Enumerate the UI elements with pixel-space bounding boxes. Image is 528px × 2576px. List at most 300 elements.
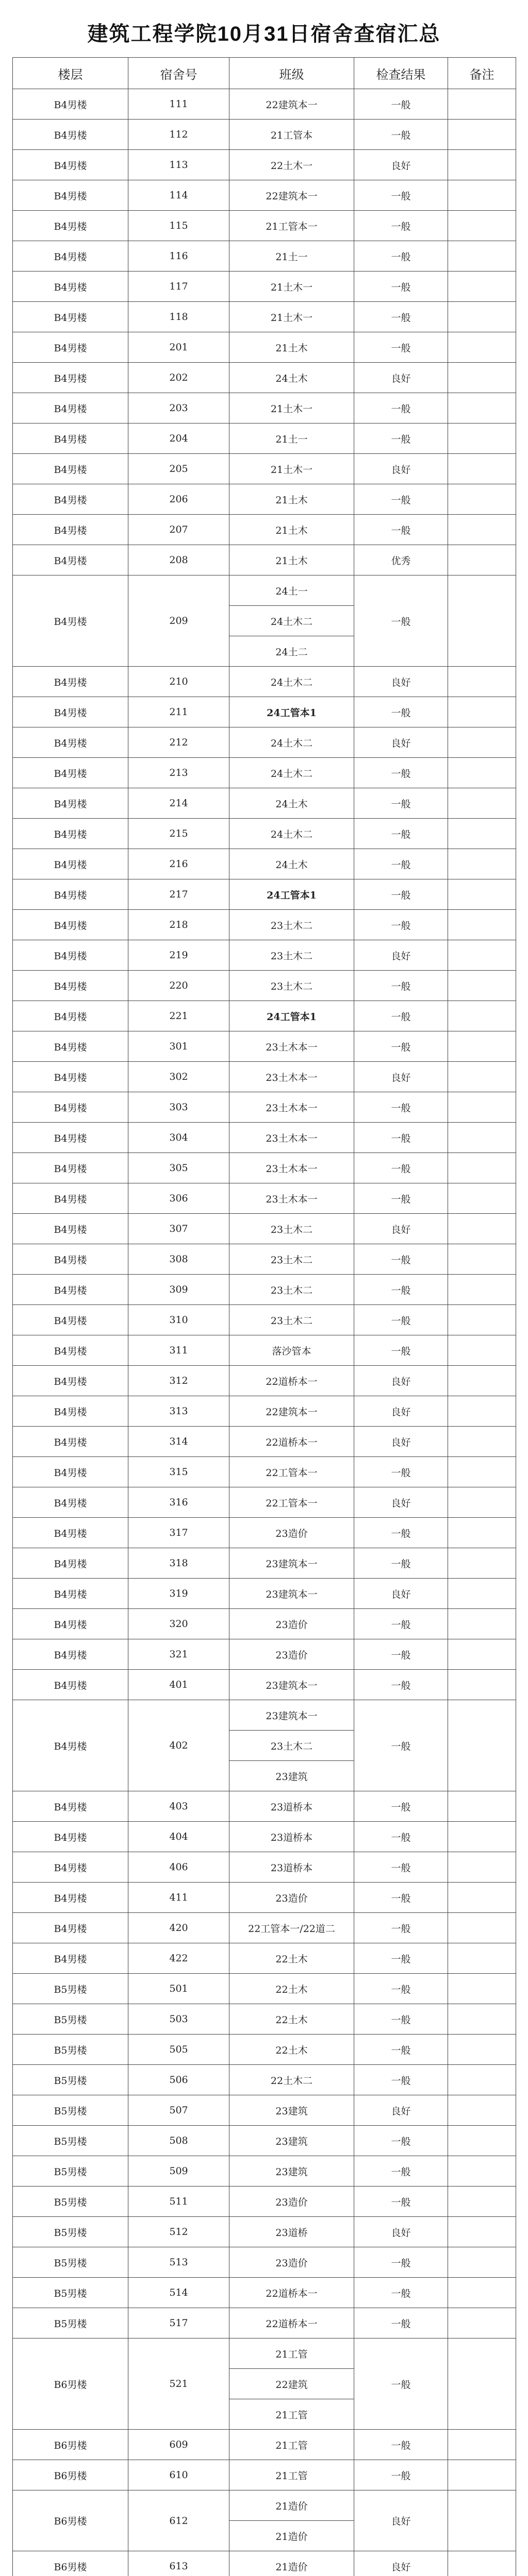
cell-note (448, 2065, 516, 2095)
cell-class: 22建筑本一 (229, 89, 354, 120)
cell-building: B5男楼 (13, 2065, 128, 2095)
cell-class: 23土木本一 (229, 1123, 354, 1153)
table-row (13, 211, 516, 241)
cell-result: 良好 (354, 1062, 448, 1092)
table-row (13, 1548, 516, 1579)
cell-room: 210 (128, 667, 229, 697)
cell-note (448, 393, 516, 423)
cell-room: 402 (128, 1700, 229, 1791)
cell-room: 318 (128, 1548, 229, 1579)
cell-class: 23建筑 (229, 2095, 354, 2126)
cell-note (448, 515, 516, 545)
cell-note (448, 241, 516, 272)
cell-building: B4男楼 (13, 1244, 128, 1275)
cell-room: 221 (128, 1001, 229, 1031)
cell-class: 23道桥本 (229, 1822, 354, 1852)
cell-room: 612 (128, 2490, 229, 2551)
cell-result: 一般 (354, 1275, 448, 1305)
table-row (13, 545, 516, 575)
cell-room: 314 (128, 1427, 229, 1457)
cell-building: B4男楼 (13, 1427, 128, 1457)
table-row (13, 2095, 516, 2126)
cell-result: 一般 (354, 120, 448, 150)
table-row (13, 2004, 516, 2035)
cell-room: 411 (128, 1883, 229, 1913)
cell-building: B4男楼 (13, 1518, 128, 1548)
cell-result: 一般 (354, 1700, 448, 1791)
cell-note (448, 180, 516, 211)
table-row (13, 1396, 516, 1427)
cell-note (448, 1001, 516, 1031)
cell-note (448, 89, 516, 120)
table-row (13, 2430, 516, 2460)
table-row (13, 1427, 516, 1457)
cell-class: 23造价 (229, 1518, 354, 1548)
table-row (13, 879, 516, 910)
cell-building: B4男楼 (13, 211, 128, 241)
cell-note (448, 2430, 516, 2460)
cell-room: 422 (128, 1943, 229, 1974)
cell-building: B4男楼 (13, 1001, 128, 1031)
cell-room: 203 (128, 393, 229, 423)
cell-note (448, 910, 516, 940)
cell-room: 309 (128, 1275, 229, 1305)
cell-result: 一般 (354, 1457, 448, 1487)
cell-room: 201 (128, 332, 229, 363)
cell-room: 207 (128, 515, 229, 545)
table-row (13, 971, 516, 1001)
cell-building: B4男楼 (13, 1062, 128, 1092)
cell-room: 517 (128, 2308, 229, 2338)
cell-building: B4男楼 (13, 1457, 128, 1487)
cell-result: 良好 (354, 2490, 448, 2551)
cell-class: 24土木 (229, 788, 354, 819)
cell-note (448, 879, 516, 910)
cell-class: 24土一 (229, 575, 354, 606)
cell-room: 205 (128, 454, 229, 484)
cell-result: 良好 (354, 2551, 448, 2576)
cell-building: B4男楼 (13, 940, 128, 971)
cell-class: 23土木本一 (229, 1031, 354, 1062)
cell-note (448, 727, 516, 758)
cell-note (448, 2278, 516, 2308)
cell-result: 良好 (354, 2095, 448, 2126)
cell-room: 420 (128, 1913, 229, 1943)
cell-result: 一般 (354, 849, 448, 879)
cell-class: 24土木 (229, 849, 354, 879)
cell-result: 一般 (354, 2156, 448, 2187)
cell-result: 良好 (354, 363, 448, 393)
cell-result: 良好 (354, 150, 448, 180)
cell-result: 一般 (354, 2430, 448, 2460)
table-row (13, 120, 516, 150)
cell-note (448, 2126, 516, 2156)
cell-result: 一般 (354, 1974, 448, 2004)
table-row (13, 2551, 516, 2576)
cell-result: 一般 (354, 1305, 448, 1335)
table-row (13, 727, 516, 758)
cell-building: B4男楼 (13, 515, 128, 545)
cell-note (448, 363, 516, 393)
table-row (13, 1639, 516, 1670)
cell-building: B5男楼 (13, 2126, 128, 2156)
cell-room: 514 (128, 2278, 229, 2308)
table-row (13, 1153, 516, 1183)
cell-note (448, 2247, 516, 2278)
cell-note (448, 272, 516, 302)
cell-building: B4男楼 (13, 423, 128, 454)
cell-result: 一般 (354, 2247, 448, 2278)
cell-building: B4男楼 (13, 788, 128, 819)
cell-result: 一般 (354, 1639, 448, 1670)
cell-building: B4男楼 (13, 393, 128, 423)
cell-building: B4男楼 (13, 1943, 128, 1974)
cell-result: 一般 (354, 393, 448, 423)
cell-room: 219 (128, 940, 229, 971)
cell-note (448, 2095, 516, 2126)
table-row (13, 1791, 516, 1822)
cell-building: B5男楼 (13, 2156, 128, 2187)
table-row (13, 393, 516, 423)
cell-building: B4男楼 (13, 1123, 128, 1153)
cell-building: B5男楼 (13, 2278, 128, 2308)
cell-result: 一般 (354, 1822, 448, 1852)
cell-building: B4男楼 (13, 484, 128, 515)
table-row (13, 1974, 516, 2004)
cell-result: 一般 (354, 1183, 448, 1214)
cell-class: 22建筑本一 (229, 1396, 354, 1427)
cell-result: 一般 (354, 2004, 448, 2035)
cell-class: 23道桥本 (229, 1791, 354, 1822)
table-row (13, 180, 516, 211)
cell-note (448, 1457, 516, 1487)
table-row (13, 2278, 516, 2308)
cell-result: 一般 (354, 2035, 448, 2065)
table-row (13, 575, 516, 606)
table-row (13, 2065, 516, 2095)
cell-building: B4男楼 (13, 1791, 128, 1822)
cell-class: 21土木 (229, 515, 354, 545)
header-result: 检查结果 (354, 58, 448, 89)
page-title: 建筑工程学院10月31日宿舍查宿汇总 (87, 23, 441, 45)
cell-room: 501 (128, 1974, 229, 2004)
cell-building: B4男楼 (13, 575, 128, 667)
cell-building: B4男楼 (13, 1822, 128, 1852)
table-row (13, 940, 516, 971)
table-row (13, 667, 516, 697)
table-row (13, 1001, 516, 1031)
cell-room: 503 (128, 2004, 229, 2035)
cell-room: 115 (128, 211, 229, 241)
cell-room: 313 (128, 1396, 229, 1427)
cell-note (448, 1974, 516, 2004)
cell-class: 22工管本一 (229, 1487, 354, 1518)
table-row (13, 2187, 516, 2217)
cell-class: 23土木本一 (229, 1092, 354, 1123)
cell-result: 一般 (354, 2460, 448, 2490)
cell-note (448, 940, 516, 971)
table-row (13, 484, 516, 515)
cell-class: 24工管本1 (229, 697, 354, 727)
cell-result: 一般 (354, 2065, 448, 2095)
cell-room: 301 (128, 1031, 229, 1062)
cell-room: 310 (128, 1305, 229, 1335)
cell-room: 316 (128, 1487, 229, 1518)
cell-room: 404 (128, 1822, 229, 1852)
cell-result: 一般 (354, 697, 448, 727)
cell-class: 23造价 (229, 1609, 354, 1639)
cell-building: B4男楼 (13, 1366, 128, 1396)
cell-class: 22土木一 (229, 150, 354, 180)
cell-result: 一般 (354, 1943, 448, 1974)
cell-class: 21土木一 (229, 272, 354, 302)
cell-class: 21造价 (229, 2521, 354, 2551)
cell-note (448, 1214, 516, 1244)
cell-note (448, 1062, 516, 1092)
table-row (13, 150, 516, 180)
cell-room: 209 (128, 575, 229, 667)
cell-note (448, 1883, 516, 1913)
cell-result: 一般 (354, 910, 448, 940)
cell-class: 24土木二 (229, 606, 354, 636)
cell-class: 23土木二 (229, 1275, 354, 1305)
cell-class: 21工管 (229, 2430, 354, 2460)
cell-class: 23建筑本一 (229, 1670, 354, 1700)
cell-result: 一般 (354, 1913, 448, 1943)
cell-note (448, 849, 516, 879)
cell-room: 609 (128, 2430, 229, 2460)
cell-note (448, 120, 516, 150)
cell-class: 22工管本一 (229, 1457, 354, 1487)
cell-building: B4男楼 (13, 971, 128, 1001)
cell-note (448, 1092, 516, 1123)
cell-building: B4男楼 (13, 1183, 128, 1214)
cell-result: 一般 (354, 1244, 448, 1275)
cell-building: B4男楼 (13, 1153, 128, 1183)
cell-room: 308 (128, 1244, 229, 1275)
cell-note (448, 2156, 516, 2187)
cell-note (448, 545, 516, 575)
cell-room: 208 (128, 545, 229, 575)
cell-result: 一般 (354, 1031, 448, 1062)
cell-result: 一般 (354, 302, 448, 332)
cell-note (448, 1427, 516, 1457)
cell-class: 24工管本1 (229, 879, 354, 910)
header-room: 宿舍号 (128, 58, 229, 89)
cell-note (448, 484, 516, 515)
cell-room: 507 (128, 2095, 229, 2126)
cell-building: B4男楼 (13, 1275, 128, 1305)
cell-result: 良好 (354, 1487, 448, 1518)
cell-note (448, 2187, 516, 2217)
cell-room: 214 (128, 788, 229, 819)
table-row (13, 1579, 516, 1609)
table-row (13, 89, 516, 120)
cell-building: B4男楼 (13, 1609, 128, 1639)
cell-class: 23建筑 (229, 2126, 354, 2156)
cell-building: B4男楼 (13, 454, 128, 484)
table-row (13, 332, 516, 363)
table-row (13, 1244, 516, 1275)
header-note: 备注 (448, 58, 516, 89)
cell-result: 一般 (354, 180, 448, 211)
cell-result: 优秀 (354, 545, 448, 575)
table-row (13, 1670, 516, 1700)
cell-room: 613 (128, 2551, 229, 2576)
cell-result: 一般 (354, 1670, 448, 1700)
cell-class: 23土木二 (229, 1305, 354, 1335)
cell-building: B4男楼 (13, 1913, 128, 1943)
cell-note (448, 2308, 516, 2338)
cell-building: B4男楼 (13, 849, 128, 879)
cell-class: 21造价 (229, 2490, 354, 2521)
cell-note (448, 1335, 516, 1366)
table-row (13, 2126, 516, 2156)
cell-note (448, 1639, 516, 1670)
cell-building: B4男楼 (13, 1031, 128, 1062)
cell-class: 23土木二 (229, 1244, 354, 1275)
table-row (13, 910, 516, 940)
table-row (13, 1943, 516, 1974)
table-row (13, 1183, 516, 1214)
cell-room: 505 (128, 2035, 229, 2065)
cell-result: 良好 (354, 727, 448, 758)
cell-note (448, 1822, 516, 1852)
cell-class: 21工管 (229, 2338, 354, 2369)
cell-result: 良好 (354, 1427, 448, 1457)
cell-note (448, 1366, 516, 1396)
cell-class: 23土木二 (229, 1214, 354, 1244)
cell-result: 良好 (354, 667, 448, 697)
cell-building: B6男楼 (13, 2460, 128, 2490)
cell-note (448, 302, 516, 332)
cell-class: 落沙管本 (229, 1335, 354, 1366)
cell-building: B4男楼 (13, 332, 128, 363)
cell-class: 22道桥本一 (229, 2278, 354, 2308)
cell-building: B4男楼 (13, 1092, 128, 1123)
table-row (13, 819, 516, 849)
cell-class: 21土一 (229, 241, 354, 272)
cell-room: 401 (128, 1670, 229, 1700)
cell-note (448, 819, 516, 849)
cell-result: 一般 (354, 332, 448, 363)
cell-class: 21工管本 (229, 120, 354, 150)
cell-class: 24土木二 (229, 667, 354, 697)
cell-room: 113 (128, 150, 229, 180)
cell-class: 24土木二 (229, 727, 354, 758)
cell-class: 22道桥本一 (229, 1427, 354, 1457)
cell-room: 217 (128, 879, 229, 910)
cell-result: 一般 (354, 423, 448, 454)
cell-building: B4男楼 (13, 697, 128, 727)
cell-class: 23道桥本 (229, 1852, 354, 1883)
cell-building: B5男楼 (13, 2004, 128, 2035)
cell-result: 一般 (354, 272, 448, 302)
cell-note (448, 1852, 516, 1883)
cell-note (448, 1305, 516, 1335)
table-row (13, 1457, 516, 1487)
cell-building: B4男楼 (13, 272, 128, 302)
cell-room: 211 (128, 697, 229, 727)
table-body (13, 89, 516, 2576)
cell-class: 23土木二 (229, 940, 354, 971)
cell-class: 23造价 (229, 2187, 354, 2217)
cell-room: 302 (128, 1062, 229, 1092)
cell-class: 24土木 (229, 363, 354, 393)
cell-room: 508 (128, 2126, 229, 2156)
cell-room: 512 (128, 2217, 229, 2247)
cell-note (448, 2217, 516, 2247)
cell-room: 506 (128, 2065, 229, 2095)
cell-building: B4男楼 (13, 150, 128, 180)
cell-note (448, 1548, 516, 1579)
cell-room: 311 (128, 1335, 229, 1366)
cell-note (448, 2551, 516, 2576)
cell-result: 一般 (354, 971, 448, 1001)
cell-note (448, 788, 516, 819)
cell-result: 一般 (354, 1548, 448, 1579)
cell-room: 117 (128, 272, 229, 302)
table-row (13, 1366, 516, 1396)
table-row (13, 2247, 516, 2278)
cell-note (448, 454, 516, 484)
table-row (13, 1609, 516, 1639)
table-row (13, 1305, 516, 1335)
cell-note (448, 1123, 516, 1153)
cell-result: 一般 (354, 1609, 448, 1639)
cell-note (448, 575, 516, 667)
cell-result: 一般 (354, 2308, 448, 2338)
cell-building: B4男楼 (13, 1335, 128, 1366)
cell-note (448, 1670, 516, 1700)
table-row (13, 2156, 516, 2187)
cell-building: B4男楼 (13, 1305, 128, 1335)
table-row (13, 1092, 516, 1123)
cell-class: 22道桥本一 (229, 1366, 354, 1396)
cell-class: 23建筑本一 (229, 1548, 354, 1579)
cell-building: B5男楼 (13, 2095, 128, 2126)
cell-room: 218 (128, 910, 229, 940)
cell-class: 21土木一 (229, 454, 354, 484)
cell-note (448, 423, 516, 454)
table-row (13, 2308, 516, 2338)
cell-room: 303 (128, 1092, 229, 1123)
cell-result: 良好 (354, 454, 448, 484)
table-row (13, 849, 516, 879)
table-row (13, 1031, 516, 1062)
table-row (13, 1913, 516, 1943)
cell-class: 23造价 (229, 2247, 354, 2278)
cell-result: 一般 (354, 241, 448, 272)
cell-building: B4男楼 (13, 363, 128, 393)
table-row (13, 2338, 516, 2369)
cell-class: 22土木 (229, 2004, 354, 2035)
cell-note (448, 332, 516, 363)
cell-class: 23建筑本一 (229, 1700, 354, 1731)
cell-building: B4男楼 (13, 758, 128, 788)
cell-building: B4男楼 (13, 1639, 128, 1670)
cell-room: 112 (128, 120, 229, 150)
dorm-inspection-table (12, 57, 516, 2576)
cell-room: 315 (128, 1457, 229, 1487)
cell-class: 24土木二 (229, 819, 354, 849)
cell-room: 305 (128, 1153, 229, 1183)
cell-class: 23土木二 (229, 910, 354, 940)
cell-building: B4男楼 (13, 1548, 128, 1579)
cell-class: 23土木本一 (229, 1062, 354, 1092)
cell-class: 22土木 (229, 1943, 354, 1974)
cell-building: B4男楼 (13, 1214, 128, 1244)
